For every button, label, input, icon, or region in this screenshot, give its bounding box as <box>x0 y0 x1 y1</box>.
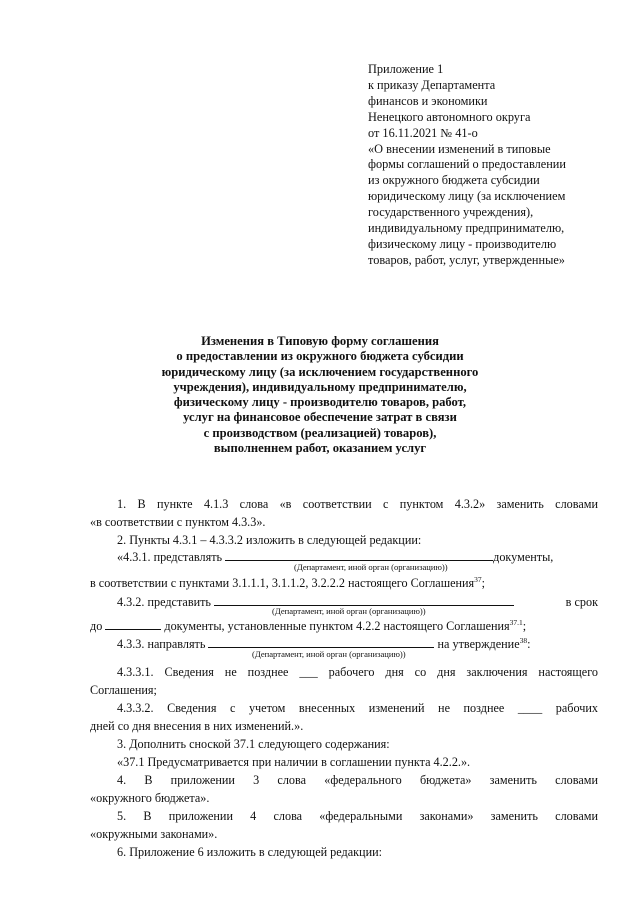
annex-line: к приказу Департамента <box>368 77 496 92</box>
blank-caption: (Департамент, иной орган (организацию)) <box>294 562 448 572</box>
annex-line: финансов и экономики <box>368 93 488 108</box>
blank-caption: (Департамент, иной орган (организацию)) <box>272 606 426 616</box>
annex-header <box>368 62 618 269</box>
item-4-3-3-1-line-1: 4.3.3.1. Сведения не позднее ___ рабочего дня со дня заключения настоящего <box>117 665 598 679</box>
item-4-3-2-prefix: 4.3.2. представить <box>117 595 211 609</box>
item-4-3-2-suffix: в срок <box>565 595 598 609</box>
fill-blank <box>208 637 434 648</box>
annex-line: индивидуальному предпринимателю, <box>368 221 565 236</box>
annex-line: формы соглашений о предоставлении <box>368 157 566 172</box>
document-title <box>80 334 560 456</box>
annex-line: юридическому лицу (за исключением <box>368 189 566 204</box>
item-5-line-1: 5. В приложении 4 слова «федеральными законами» заменить словами <box>117 809 598 823</box>
item-punct: : <box>527 637 531 651</box>
title-line: услуг на финансовое обеспечение затрат в связи <box>183 410 457 425</box>
item-6: 6. Приложение 6 изложить в следующей редакции: <box>117 845 382 859</box>
annex-line: из окружного бюджета субсидии <box>368 173 540 188</box>
footnote-ref: 38 <box>519 635 528 645</box>
annex-line: товаров, работ, услуг, утвержденные» <box>368 252 565 267</box>
item-4-line-1: 4. В приложении 3 слова «федерального бюджета» заменить словами <box>117 773 598 787</box>
item-4-3-3-prefix: 4.3.3. направлять <box>117 637 206 651</box>
blank-caption: (Департамент, иной орган (организацию)) <box>252 649 406 659</box>
title-line: о предоставлении из окружного бюджета субсидии <box>176 349 464 364</box>
fill-blank <box>225 550 493 561</box>
annex-line: Приложение 1 <box>368 62 444 76</box>
item-3-quote: «37.1 Предусматривается при наличии в соглашении пункта 4.2.2.». <box>117 755 471 769</box>
item-4-3-3-2-line-2: дней со дня внесения в них изменений.». <box>90 719 304 733</box>
annex-line: физическому лицу - производителю <box>368 236 557 251</box>
item-4-3-1-suffix: документы, <box>493 550 554 564</box>
footnote-ref: 37.1 <box>509 617 523 627</box>
item-punct: ; <box>481 576 486 590</box>
item-4-3-3-2-line-1: 4.3.3.2. Сведения с учетом внесенных изменений не позднее ____ рабочих <box>117 701 598 715</box>
title-line: учреждения), индивидуальному предпринимателю, <box>173 379 467 394</box>
annex-line: государственного учреждения), <box>368 205 534 220</box>
item-4-3-1-prefix: «4.3.1. представлять <box>117 550 223 564</box>
item-4-3-3-1-line-2: Соглашения; <box>90 683 157 697</box>
item-4-3-2-prefix-2: до <box>90 619 103 633</box>
item-1-line-2: «в соответствии с пунктом 4.3.3». <box>90 515 266 529</box>
item-4-3-2-text: документы, установленные пунктом 4.2.2 настоящего Соглашения <box>164 619 510 633</box>
item-4-3-1-text: в соответствии с пунктами 3.1.1.1, 3.1.1.2, 3.2.2.2 настоящего Соглашения <box>90 576 475 590</box>
item-4-3-2-line-2 <box>90 619 598 633</box>
item-4-line-2: «окружного бюджета». <box>90 791 210 805</box>
footnote-ref: 37 <box>474 574 482 584</box>
title-line: Изменения в Типовую форму соглашения <box>201 334 439 348</box>
title-line: юридическому лицу (за исключением государственного <box>161 364 479 379</box>
item-punct: ; <box>522 619 527 633</box>
title-line: физическому лицу - производителю товаров, работ, <box>173 395 467 410</box>
item-4-3-1-line-2 <box>90 576 598 590</box>
fill-blank <box>214 595 514 606</box>
item-4-3-3-suffix: на утверждение <box>437 637 520 651</box>
annex-line: от 16.11.2021 № 41-о <box>368 125 478 140</box>
annex-line: «О внесении изменений в типовые <box>368 141 551 156</box>
title-line: с производством (реализацией) товаров), <box>203 425 437 440</box>
item-2: 2. Пункты 4.3.1 – 4.3.3.2 изложить в следующей редакции: <box>117 533 422 547</box>
item-3: 3. Дополнить сноской 37.1 следующего содержания: <box>117 737 390 751</box>
title-line: выполненнем работ, оказанием услуг <box>213 441 427 456</box>
item-5-line-2: «окружными законами». <box>90 827 218 841</box>
item-1-line-1: 1. В пункте 4.1.3 слова «в соответствии с пунктом 4.3.2» заменить словами <box>117 497 598 511</box>
fill-blank <box>105 619 161 630</box>
annex-line: Ненецкого автономного округа <box>368 109 531 124</box>
